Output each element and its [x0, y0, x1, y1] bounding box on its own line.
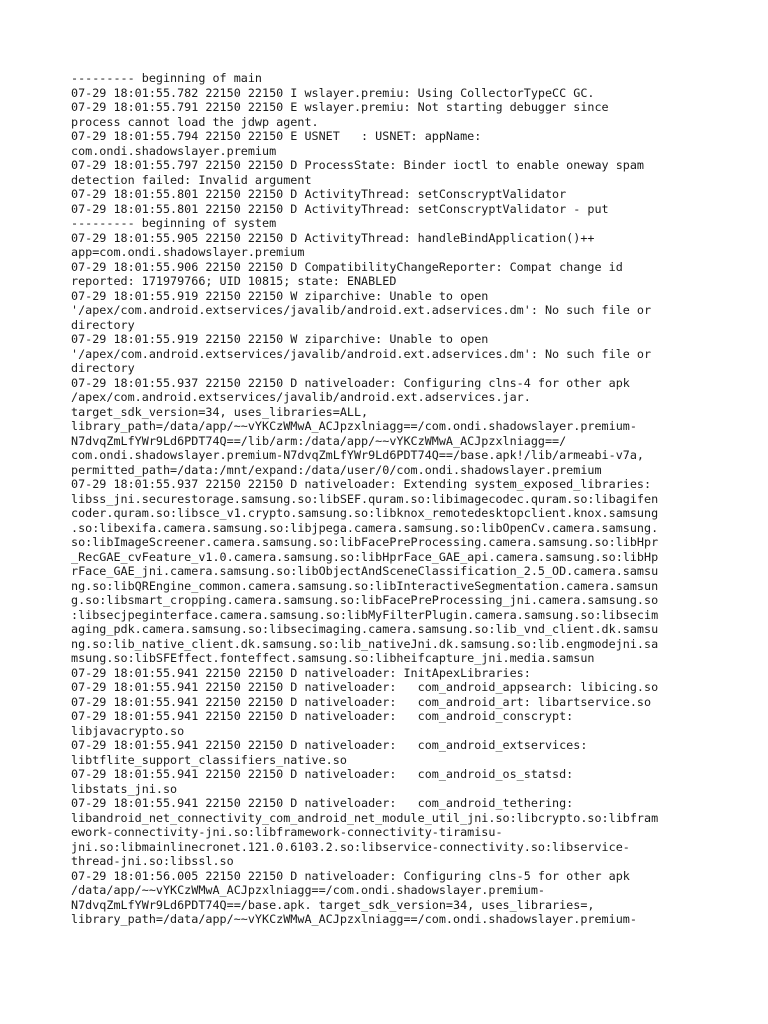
log-line: rFace_GAE_jni.camera.samsung.so:libObjectAndSceneClassification_2.5_OD.camera.samsu	[71, 564, 659, 578]
log-line: .so:libexifa.camera.samsung.so:libjpega.camera.samsung.so:libOpenCv.camera.samsung.	[71, 520, 659, 535]
log-line: thread-jni.so:libssl.so	[71, 854, 234, 868]
log-line: libtflite_support_classifiers_native.so	[71, 752, 347, 767]
log-line: 07-29 18:01:55.919 22150 22150 W ziparchive: Unable to open	[71, 288, 489, 303]
log-line: 07-29 18:01:55.937 22150 22150 D nativeloader: Extending system_exposed_libraries:	[71, 477, 652, 491]
log-line: /apex/com.android.extservices/javalib/android.ext.adservices.jar.	[71, 390, 531, 404]
log-line: com.ondi.shadowslayer.premium	[71, 143, 277, 158]
log-line: 07-29 18:01:55.906 22150 22150 D CompatibilityChangeReporter: Compat change id	[71, 259, 623, 274]
log-line: libstats_jni.so	[71, 781, 178, 796]
log-line: 07-29 18:01:55.941 22150 22150 D nativeloader: InitApexLibraries:	[71, 665, 531, 680]
log-line: so:libImageScreener.camera.samsung.so:libFacePreProcessing.camera.samsung.so:libHpr	[71, 535, 659, 549]
log-line: 07-29 18:01:55.941 22150 22150 D nativeloader: com_android_extservices:	[71, 738, 588, 752]
log-line: permitted_path=/data:/mnt/expand:/data/user/0/com.ondi.shadowslayer.premium	[71, 462, 602, 477]
log-line: '/apex/com.android.extservices/javalib/android.ext.adservices.dm': No such file or	[71, 303, 652, 317]
log-line: 07-29 18:01:56.005 22150 22150 D nativeloader: Configuring clns-5 for other apk	[71, 868, 630, 883]
log-line: aging_pdk.camera.samsung.so:libsecimaging.camera.samsung.so:lib_vnd_client.dk.samsu	[71, 622, 659, 636]
log-line: com.ondi.shadowslayer.premium-N7dvqZmLfYWr9Ld6PDT74Q==/base.apk!/lib/armeabi-v7a,	[71, 448, 645, 462]
log-line: --------- beginning of main	[71, 71, 263, 85]
log-line: library_path=/data/app/~~vYKCzWMwA_ACJpzxlniagg==/com.ondi.shadowslayer.premium-	[71, 912, 637, 926]
log-line: 07-29 18:01:55.941 22150 22150 D nativeloader: com_android_conscrypt:	[71, 709, 574, 723]
log-document	[71, 71, 697, 927]
log-line: target_sdk_version=34, uses_libraries=ALL,	[71, 404, 369, 419]
log-line: 07-29 18:01:55.797 22150 22150 D ProcessState: Binder ioctl to enable oneway spam	[71, 158, 645, 172]
log-line: '/apex/com.android.extservices/javalib/android.ext.adservices.dm': No such file or	[71, 346, 652, 361]
log-line: 07-29 18:01:55.801 22150 22150 D ActivityThread: setConscryptValidator	[71, 187, 567, 201]
log-line: jni.so:libmainlinecronet.121.0.6103.2.so:libservice-connectivity.so:libservice-	[71, 839, 630, 854]
log-line: g.so:libsmart_cropping.camera.samsung.so:libFacePreProcessing_jni.camera.samsung.so	[71, 593, 659, 607]
log-line: /data/app/~~vYKCzWMwA_ACJpzxlniagg==/com.ondi.shadowslayer.premium-	[71, 883, 545, 897]
log-line: libandroid_net_connectivity_com_android_net_module_util_jni.so:libcrypto.so:libfram	[71, 810, 659, 825]
log-line: 07-29 18:01:55.905 22150 22150 D ActivityThread: handleBindApplication()++	[71, 230, 595, 245]
log-line: 07-29 18:01:55.801 22150 22150 D ActivityThread: setConscryptValidator - put	[71, 201, 609, 216]
log-line: ework-connectivity-jni.so:libframework-connectivity-tiramisu-	[71, 825, 503, 839]
log-line: 07-29 18:01:55.941 22150 22150 D nativeloader: com_android_os_statsd:	[71, 767, 574, 781]
log-line: directory	[71, 317, 135, 332]
log-line: libjavacrypto.so	[71, 723, 185, 738]
log-line: N7dvqZmLfYWr9Ld6PDT74Q==/base.apk. target_sdk_version=34, uses_libraries=,	[71, 897, 595, 912]
log-line: --------- beginning of system	[71, 216, 277, 230]
log-line: ng.so:lib_native_client.dk.samsung.so:lib_nativeJni.dk.samsung.so:lib.engmodejni.sa	[71, 636, 659, 651]
log-line: 07-29 18:01:55.937 22150 22150 D nativeloader: Configuring clns-4 for other apk	[71, 375, 630, 390]
log-line: 07-29 18:01:55.919 22150 22150 W ziparchive: Unable to open	[71, 332, 489, 346]
log-line: reported: 171979766; UID 10815; state: ENABLED	[71, 274, 397, 288]
log-line: 07-29 18:01:55.791 22150 22150 E wslayer.premiu: Not starting debugger since	[71, 100, 609, 114]
log-line: library_path=/data/app/~~vYKCzWMwA_ACJpzxlniagg==/com.ondi.shadowslayer.premium-	[71, 419, 637, 433]
log-line: ng.so:libQREngine_common.camera.samsung.so:libInteractiveSegmentation.camera.samsun	[71, 578, 659, 593]
log-line: N7dvqZmLfYWr9Ld6PDT74Q==/lib/arm:/data/app/~~vYKCzWMwA_ACJpzxlniagg==/	[71, 433, 567, 448]
log-line: detection failed: Invalid argument	[71, 172, 312, 187]
log-line: :libsecjpeginterface.camera.samsung.so:libMyFilterPlugin.camera.samsung.so:libsecim	[71, 607, 659, 622]
log-line: app=com.ondi.shadowslayer.premium	[71, 245, 305, 259]
log-line: process cannot load the jdwp agent.	[71, 114, 319, 129]
log-line: 07-29 18:01:55.941 22150 22150 D nativeloader: com_android_appsearch: libicing.so	[71, 680, 659, 694]
log-line: coder.quram.so:libsce_v1.crypto.samsung.so:libknox_remotedesktopclient.knox.samsung	[71, 506, 659, 520]
log-line: 07-29 18:01:55.941 22150 22150 D nativeloader: com_android_tethering:	[71, 796, 574, 810]
log-line: _RecGAE_cvFeature_v1.0.camera.samsung.so:libHprFace_GAE_api.camera.samsung.so:libHp	[71, 549, 659, 564]
log-line: directory	[71, 361, 135, 375]
log-line: msung.so:libSFEffect.fonteffect.samsung.so:libheifcapture_jni.media.samsun	[71, 651, 595, 665]
log-line: 07-29 18:01:55.782 22150 22150 I wslayer.premiu: Using CollectorTypeCC GC.	[71, 85, 595, 100]
log-line: 07-29 18:01:55.941 22150 22150 D nativeloader: com_android_art: libartservice.so	[71, 694, 652, 709]
log-line: libss_jni.securestorage.samsung.so:libSEF.quram.so:libimagecodec.quram.so:libagifen	[71, 491, 659, 506]
log-line: 07-29 18:01:55.794 22150 22150 E USNET : USNET: appName:	[71, 129, 482, 143]
